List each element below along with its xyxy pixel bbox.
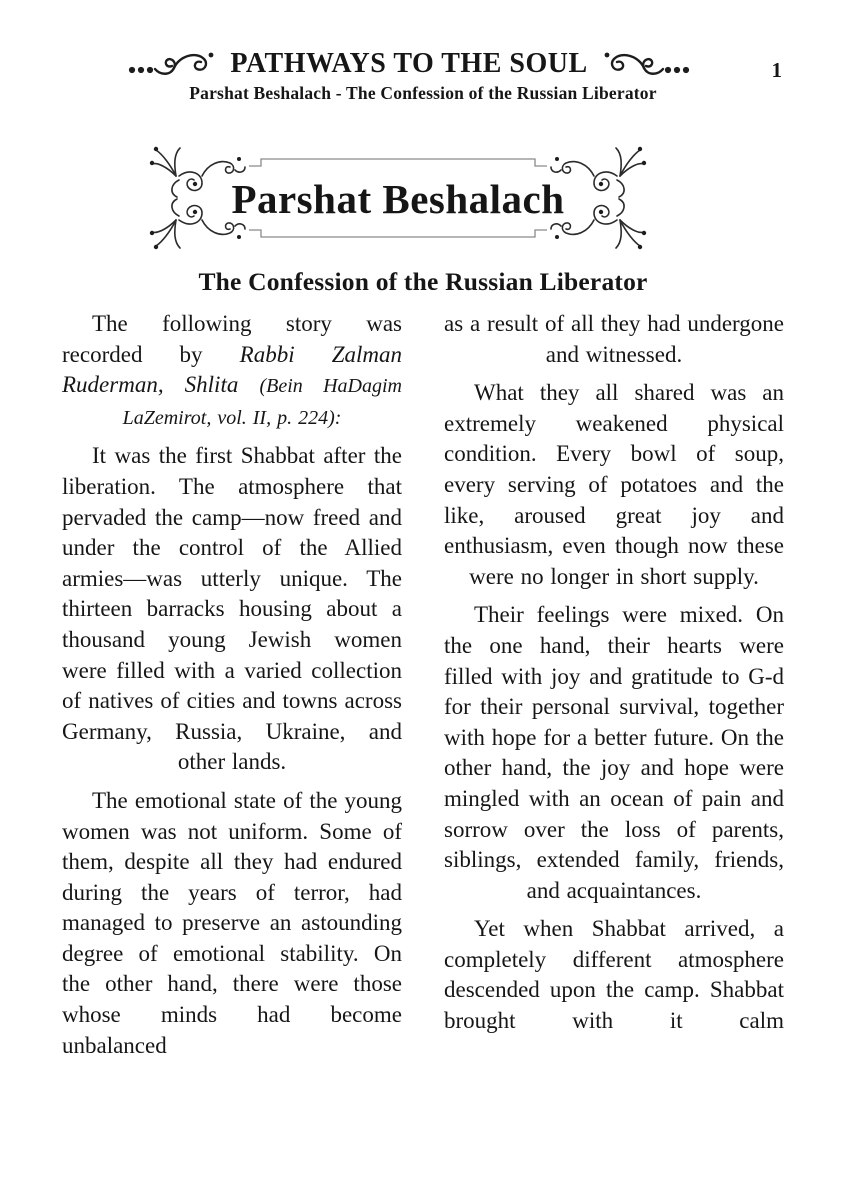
text-segment: Yet when Shabbat arrived, a completely different atmosphere descended upon the camp. Shabbat brought with it calm [444, 916, 784, 1034]
text-segment: The emotional state of the young women was not uniform. Some of them, despite all they had endured during the years of terror, had managed to preserve an astounding degree of emotional stability. On the other hand, there were those whose minds had become unbalanced [62, 787, 402, 1058]
text-segment: What they all shared was an extremely weakened physical condition. Every bowl of soup, every serving of potatoes and the like, aroused great joy and enthusiasm, even though now these were no longer in short supply. [444, 380, 784, 589]
paragraph [444, 914, 784, 1036]
column-right [444, 309, 784, 1069]
paragraph [62, 786, 402, 1061]
header-flourish-left-icon [140, 48, 236, 80]
parsha-title: Parshat Beshalach [231, 176, 565, 222]
running-header [0, 0, 846, 80]
paragraph [444, 600, 784, 906]
text-segment: It was the first Shabbat after the liberation. The atmosphere that pervaded the camp—now freed and under the control of the Allied armies—was utterly unique. The thirteen barracks housing about a thousand young Jewish women were filled with a varied collection of natives of cities and towns across Germany, Russia, Ukraine, and other lands. [62, 443, 402, 775]
running-header-subtitle: Parshat Beshalach - The Confession of the Russian Liberator [189, 83, 657, 103]
paragraph [62, 441, 402, 778]
column-left [62, 309, 402, 1069]
text-segment: as a result of all they had undergone and witnessed. [444, 311, 784, 367]
paragraph [444, 378, 784, 592]
paragraph [62, 309, 402, 433]
title-ornament-box [149, 146, 647, 250]
header-flourish-right-icon [610, 48, 706, 80]
publication-title: PATHWAYS TO THE SOUL [230, 48, 588, 79]
section-heading: The Confession of the Russian Liberator [198, 267, 648, 296]
article-body [62, 309, 784, 1069]
paragraph [444, 309, 784, 370]
text-segment: Rabbi Zalman Ruderman, Shlita [62, 341, 402, 398]
page-number: 1 [771, 58, 782, 82]
text-segment: (Bein HaDagim LaZemirot, vol. II, p. 224): [122, 375, 402, 429]
text-segment: The following story was recorded by [62, 311, 402, 367]
text-segment: Their feelings were mixed. On the one hand, their hearts were filled with joy and gratitude to G-d for their personal survival, together with hope for a better future. On the other hand, the joy and hope were mingled with an ocean of pain and sorrow over the loss of parents, siblings, extended family, friends, and acquaintances. [444, 602, 784, 903]
